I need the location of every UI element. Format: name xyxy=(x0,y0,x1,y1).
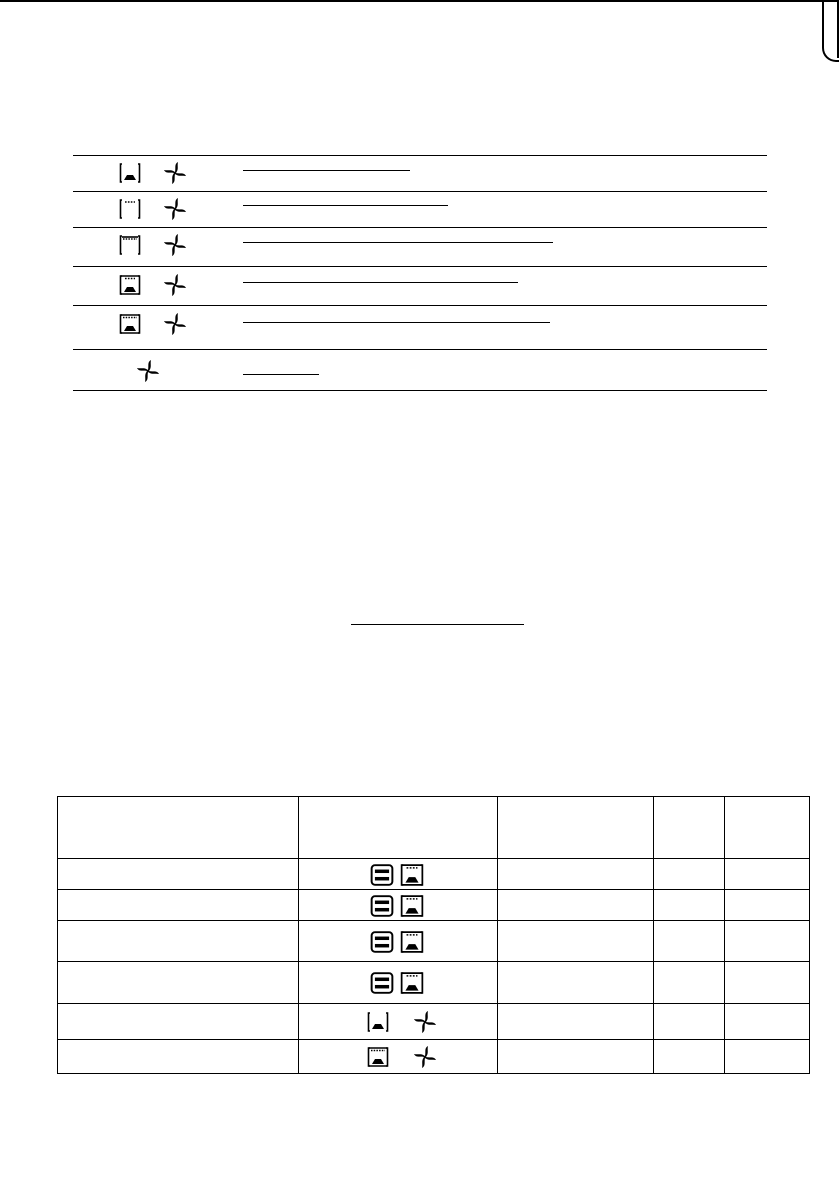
page-top-rule xyxy=(0,0,839,2)
cell-temperature xyxy=(498,921,654,962)
table-row xyxy=(58,890,810,921)
cell-level xyxy=(654,890,725,921)
oven-top-bottom-heat-icon xyxy=(400,971,424,995)
oven-grill-bottom-heat-icon xyxy=(367,1045,389,1069)
cell-food xyxy=(58,890,299,921)
cell-time xyxy=(725,921,810,962)
cell-temperature xyxy=(498,890,654,921)
cell-time xyxy=(725,1040,810,1074)
cell-level xyxy=(654,921,725,962)
oven-double-shelf-icon xyxy=(370,863,394,887)
oven-top-bottom-heat-icon xyxy=(400,894,424,918)
header-food xyxy=(58,797,299,859)
cell-function xyxy=(299,890,498,921)
list-divider xyxy=(73,349,767,350)
table-row xyxy=(58,921,810,962)
oven-bottom-heat-icon xyxy=(119,160,141,186)
oven-top-bottom-heat-icon xyxy=(400,863,424,887)
cell-function xyxy=(299,859,498,890)
cell-function xyxy=(299,1004,498,1040)
cell-food xyxy=(58,1004,299,1040)
table-row xyxy=(58,1004,810,1040)
function-label-link[interactable] xyxy=(243,242,553,243)
table-row xyxy=(58,859,810,890)
cell-function xyxy=(299,921,498,962)
fan-icon xyxy=(163,196,187,222)
cell-time xyxy=(725,890,810,921)
cell-function xyxy=(299,962,498,1004)
list-divider xyxy=(73,155,767,156)
cell-food xyxy=(58,859,299,890)
cell-time xyxy=(725,1004,810,1040)
oven-grill-bottom-heat-icon xyxy=(119,311,141,337)
cell-food xyxy=(58,921,299,962)
function-label-link[interactable] xyxy=(243,374,319,375)
cell-temperature xyxy=(498,1040,654,1074)
fan-icon xyxy=(163,311,187,337)
list-divider xyxy=(73,191,767,192)
cell-food xyxy=(58,1040,299,1074)
header-temperature xyxy=(498,797,654,859)
cell-time xyxy=(725,859,810,890)
table-row xyxy=(58,1040,810,1074)
fan-icon xyxy=(163,272,187,298)
function-label-link[interactable] xyxy=(243,205,448,206)
section-heading-link[interactable] xyxy=(351,624,524,625)
function-label-link[interactable] xyxy=(243,282,518,283)
fan-icon xyxy=(136,358,160,384)
cell-temperature xyxy=(498,1004,654,1040)
oven-top-bottom-heat-icon xyxy=(119,272,141,298)
oven-grill-icon xyxy=(119,232,141,258)
cooking-table xyxy=(57,796,810,1074)
header-function xyxy=(299,797,498,859)
list-divider xyxy=(73,227,767,228)
fan-icon xyxy=(413,1009,437,1035)
function-label-link[interactable] xyxy=(243,170,410,171)
cell-temperature xyxy=(498,859,654,890)
oven-top-heat-icon xyxy=(119,196,141,222)
list-divider xyxy=(73,390,767,391)
function-label-link[interactable] xyxy=(243,322,550,323)
cell-function xyxy=(299,1040,498,1074)
oven-double-shelf-icon xyxy=(370,971,394,995)
fan-icon xyxy=(163,160,187,186)
oven-bottom-heat-icon xyxy=(367,1010,389,1034)
cell-level xyxy=(654,962,725,1004)
cell-time xyxy=(725,962,810,1004)
cell-level xyxy=(654,1040,725,1074)
cell-level xyxy=(654,859,725,890)
fan-icon xyxy=(413,1044,437,1070)
cell-temperature xyxy=(498,962,654,1004)
cell-food xyxy=(58,962,299,1004)
header-level xyxy=(654,797,725,859)
fan-icon xyxy=(163,232,187,258)
list-divider xyxy=(73,305,767,306)
oven-top-bottom-heat-icon xyxy=(400,930,424,954)
table-header-row xyxy=(58,797,810,859)
header-time xyxy=(725,797,810,859)
cell-level xyxy=(654,1004,725,1040)
table-row xyxy=(58,962,810,1004)
oven-double-shelf-icon xyxy=(370,930,394,954)
list-divider xyxy=(73,266,767,267)
page-right-edge-curve xyxy=(822,0,839,62)
oven-double-shelf-icon xyxy=(370,894,394,918)
